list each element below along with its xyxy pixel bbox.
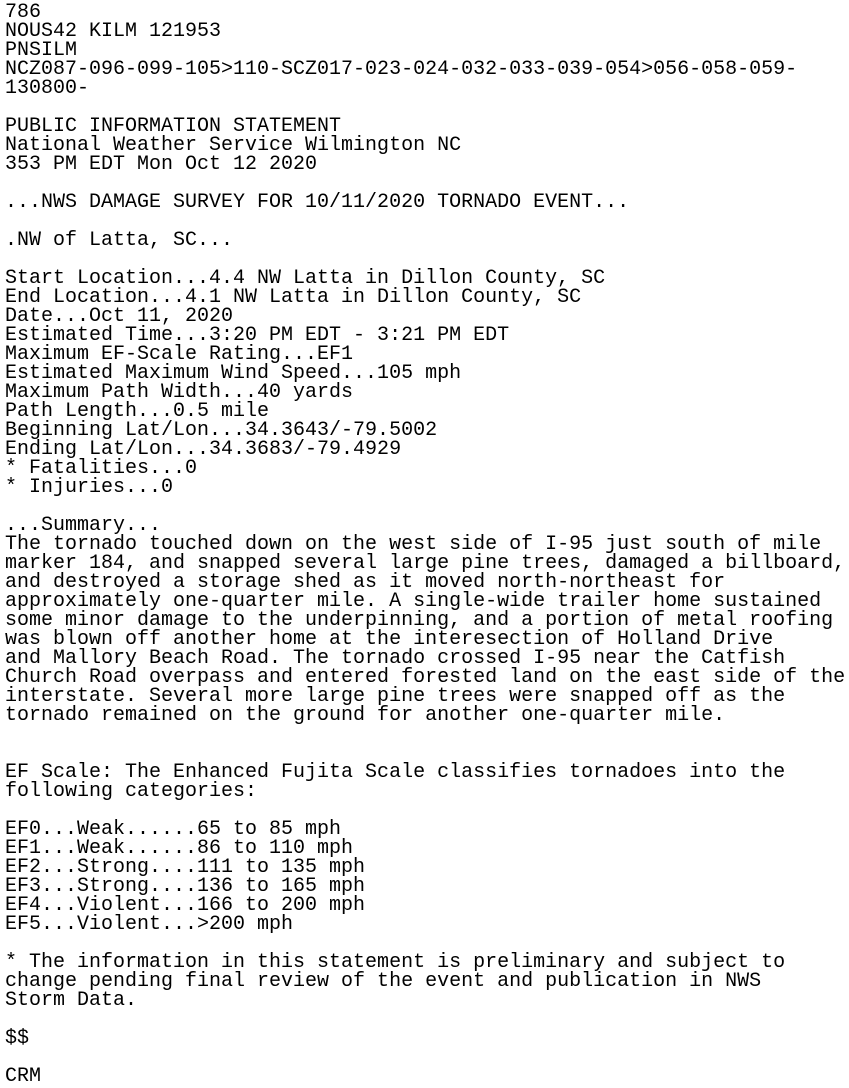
text-line: NCZ087-096-099-105>110-SCZ017-023-024-032-033-039-054>056-058-059- <box>5 58 798 81</box>
text-line: Church Road overpass and entered forested land on the east side of the <box>5 666 846 689</box>
text-line: .NW of Latta, SC... <box>5 229 234 252</box>
text-line: EF Scale: The Enhanced Fujita Scale classifies tornadoes into the <box>5 761 786 784</box>
text-line: 786 <box>5 1 42 24</box>
text-line: EF2...Strong....111 to 135 mph <box>5 856 366 879</box>
text-line: marker 184, and snapped several large pine trees, damaged a billboard, <box>5 552 846 575</box>
text-line <box>5 725 849 744</box>
text-line: EF1...Weak......86 to 110 mph <box>5 837 354 860</box>
text-line: Date...Oct 11, 2020 <box>5 305 234 328</box>
text-line: Estimated Time...3:20 PM EDT - 3:21 PM EDT <box>5 324 510 347</box>
text-line: following categories: <box>5 780 258 803</box>
text-line <box>5 1010 849 1029</box>
text-line: National Weather Service Wilmington NC <box>5 134 462 157</box>
text-line: * Injuries...0 <box>5 476 174 499</box>
text-line: 130800- <box>5 77 90 100</box>
text-line: Path Length...0.5 mile <box>5 400 270 423</box>
text-line: change pending final review of the event and publication in NWS <box>5 970 762 993</box>
text-line: approximately one-quarter mile. A single-wide trailer home sustained <box>5 590 822 613</box>
text-line: EF4...Violent...166 to 200 mph <box>5 894 366 917</box>
text-line: Start Location...4.4 NW Latta in Dillon County, SC <box>5 267 606 290</box>
text-line: and destroyed a storage shed as it moved north-northeast for <box>5 571 726 594</box>
text-line: 353 PM EDT Mon Oct 12 2020 <box>5 153 318 176</box>
text-line: Storm Data. <box>5 989 138 1012</box>
text-line: PNSILM <box>5 39 78 62</box>
text-line: tornado remained on the ground for another one-quarter mile. <box>5 704 726 727</box>
text-line: The tornado touched down on the west side of I-95 just south of mile <box>5 533 822 556</box>
text-line: and Mallory Beach Road. The tornado crossed I-95 near the Catfish <box>5 647 786 670</box>
text-line: ...Summary... <box>5 514 162 537</box>
text-line: $$ <box>5 1027 30 1050</box>
text-line: Maximum EF-Scale Rating...EF1 <box>5 343 354 366</box>
text-line: NOUS42 KILM 121953 <box>5 20 222 43</box>
text-line: Ending Lat/Lon...34.3683/-79.4929 <box>5 438 402 461</box>
text-line: some minor damage to the underpinning, and a portion of metal roofing <box>5 609 834 632</box>
text-line: EF3...Strong....136 to 165 mph <box>5 875 366 898</box>
text-line: EF0...Weak......65 to 85 mph <box>5 818 342 841</box>
text-line: EF5...Violent...>200 mph <box>5 913 294 936</box>
text-line: Beginning Lat/Lon...34.3643/-79.5002 <box>5 419 438 442</box>
text-line: was blown off another home at the interesection of Holland Drive <box>5 628 774 651</box>
text-line: PUBLIC INFORMATION STATEMENT <box>5 115 342 138</box>
text-line: ...NWS DAMAGE SURVEY FOR 10/11/2020 TORNADO EVENT... <box>5 191 630 214</box>
text-line: Maximum Path Width...40 yards <box>5 381 354 404</box>
text-line <box>5 1048 849 1067</box>
text-line: interstate. Several more large pine trees were snapped off as the <box>5 685 786 708</box>
text-line: * Fatalities...0 <box>5 457 198 480</box>
text-line: * The information in this statement is preliminary and subject to <box>5 951 786 974</box>
text-line: Estimated Maximum Wind Speed...105 mph <box>5 362 462 385</box>
text-line: End Location...4.1 NW Latta in Dillon County, SC <box>5 286 582 309</box>
text-line: CRM <box>5 1065 42 1088</box>
